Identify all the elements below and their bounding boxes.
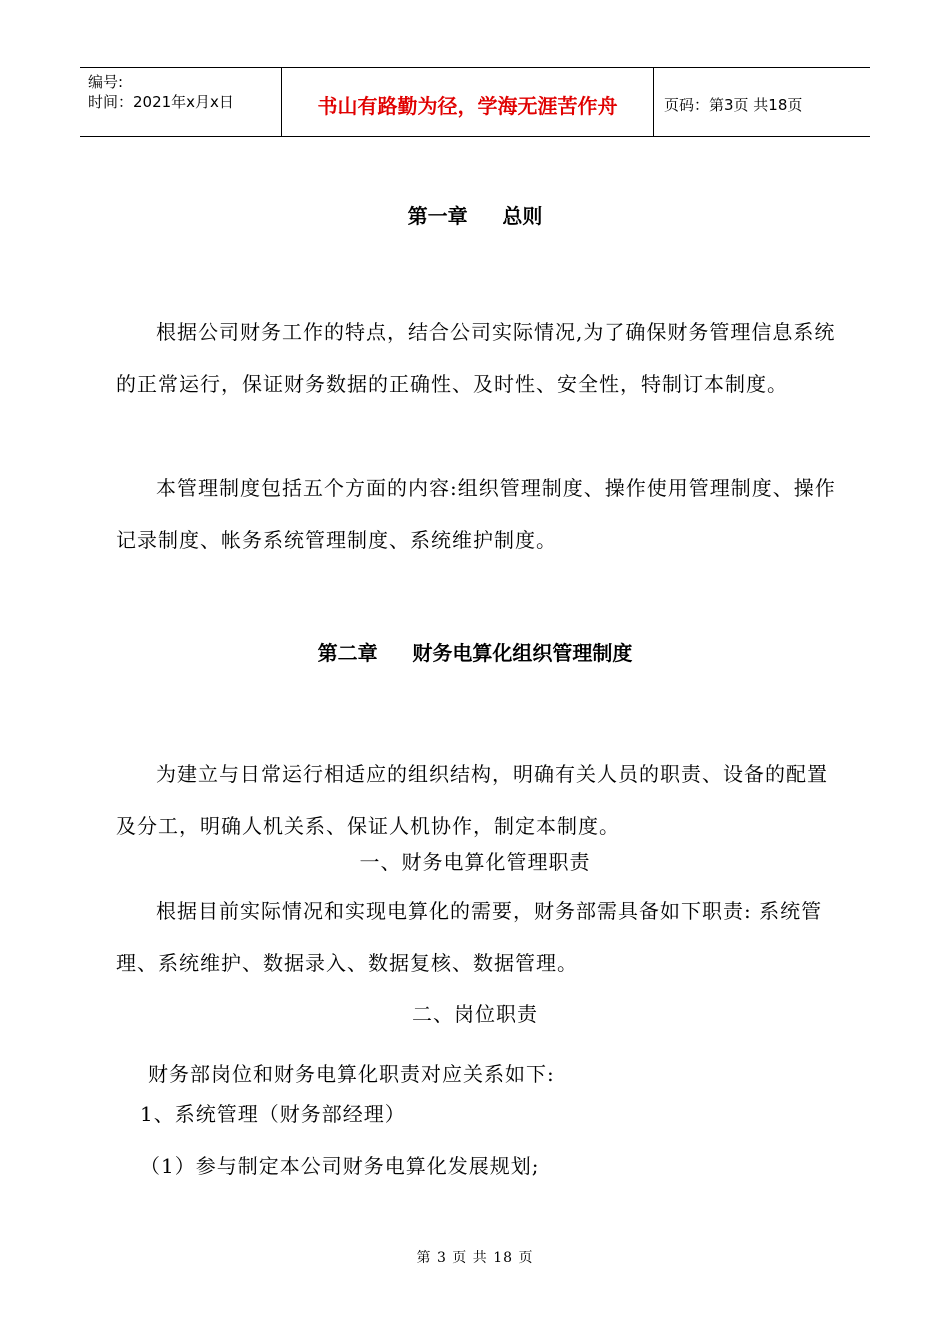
section1-heading: 一、财务电算化管理职责 (359, 850, 591, 874)
document-header (80, 67, 870, 137)
chapter2-title: 第二章 财务电算化组织管理制度 (317, 641, 633, 665)
section2-heading: 二、岗位职责 (412, 1002, 538, 1026)
chapter1-title: 第一章 总则 (407, 204, 543, 228)
chapter1-paragraph-1: 根据公司财务工作的特点，结合公司实际情况,为了确保财务管理信息系统的正常运行，保证财务数据的正确性、及时性、安全性，特制订本制度。 (116, 320, 836, 396)
time-label: 时间：2021年x月x日 (88, 93, 234, 111)
item1: 1、系统管理（财务部经理） (140, 1102, 406, 1126)
motto-text: 书山有路勤为径，学海无涯苦作舟 (317, 93, 618, 118)
chapter2-intro: 为建立与日常运行相适应的组织结构，明确有关人员的职责、设备的配置及分工，明确人机关系、保证人机协作，制定本制度。 (116, 762, 828, 838)
section2-text: 财务部岗位和财务电算化职责对应关系如下: (148, 1062, 555, 1086)
chapter1-paragraph-2: 本管理制度包括五个方面的内容:组织管理制度、操作使用管理制度、操作记录制度、帐务系统管理制度、系统维护制度。 (116, 476, 836, 552)
header-motto-cell (282, 68, 654, 136)
item1-sub1: （1）参与制定本公司财务电算化发展规划; (140, 1154, 540, 1178)
section1-text: 根据目前实际情况和实现电算化的需要，财务部需具备如下职责: 系统管理、系统维护、数据录入、数据复核、数据管理。 (116, 899, 823, 975)
header-meta-cell (80, 68, 282, 136)
number-label: 编号: (88, 73, 124, 91)
page-footer: 第 3 页 共 18 页 (416, 1250, 534, 1266)
header-page-cell (654, 68, 870, 136)
page-code: 页码：第3页 共18页 (664, 95, 803, 114)
